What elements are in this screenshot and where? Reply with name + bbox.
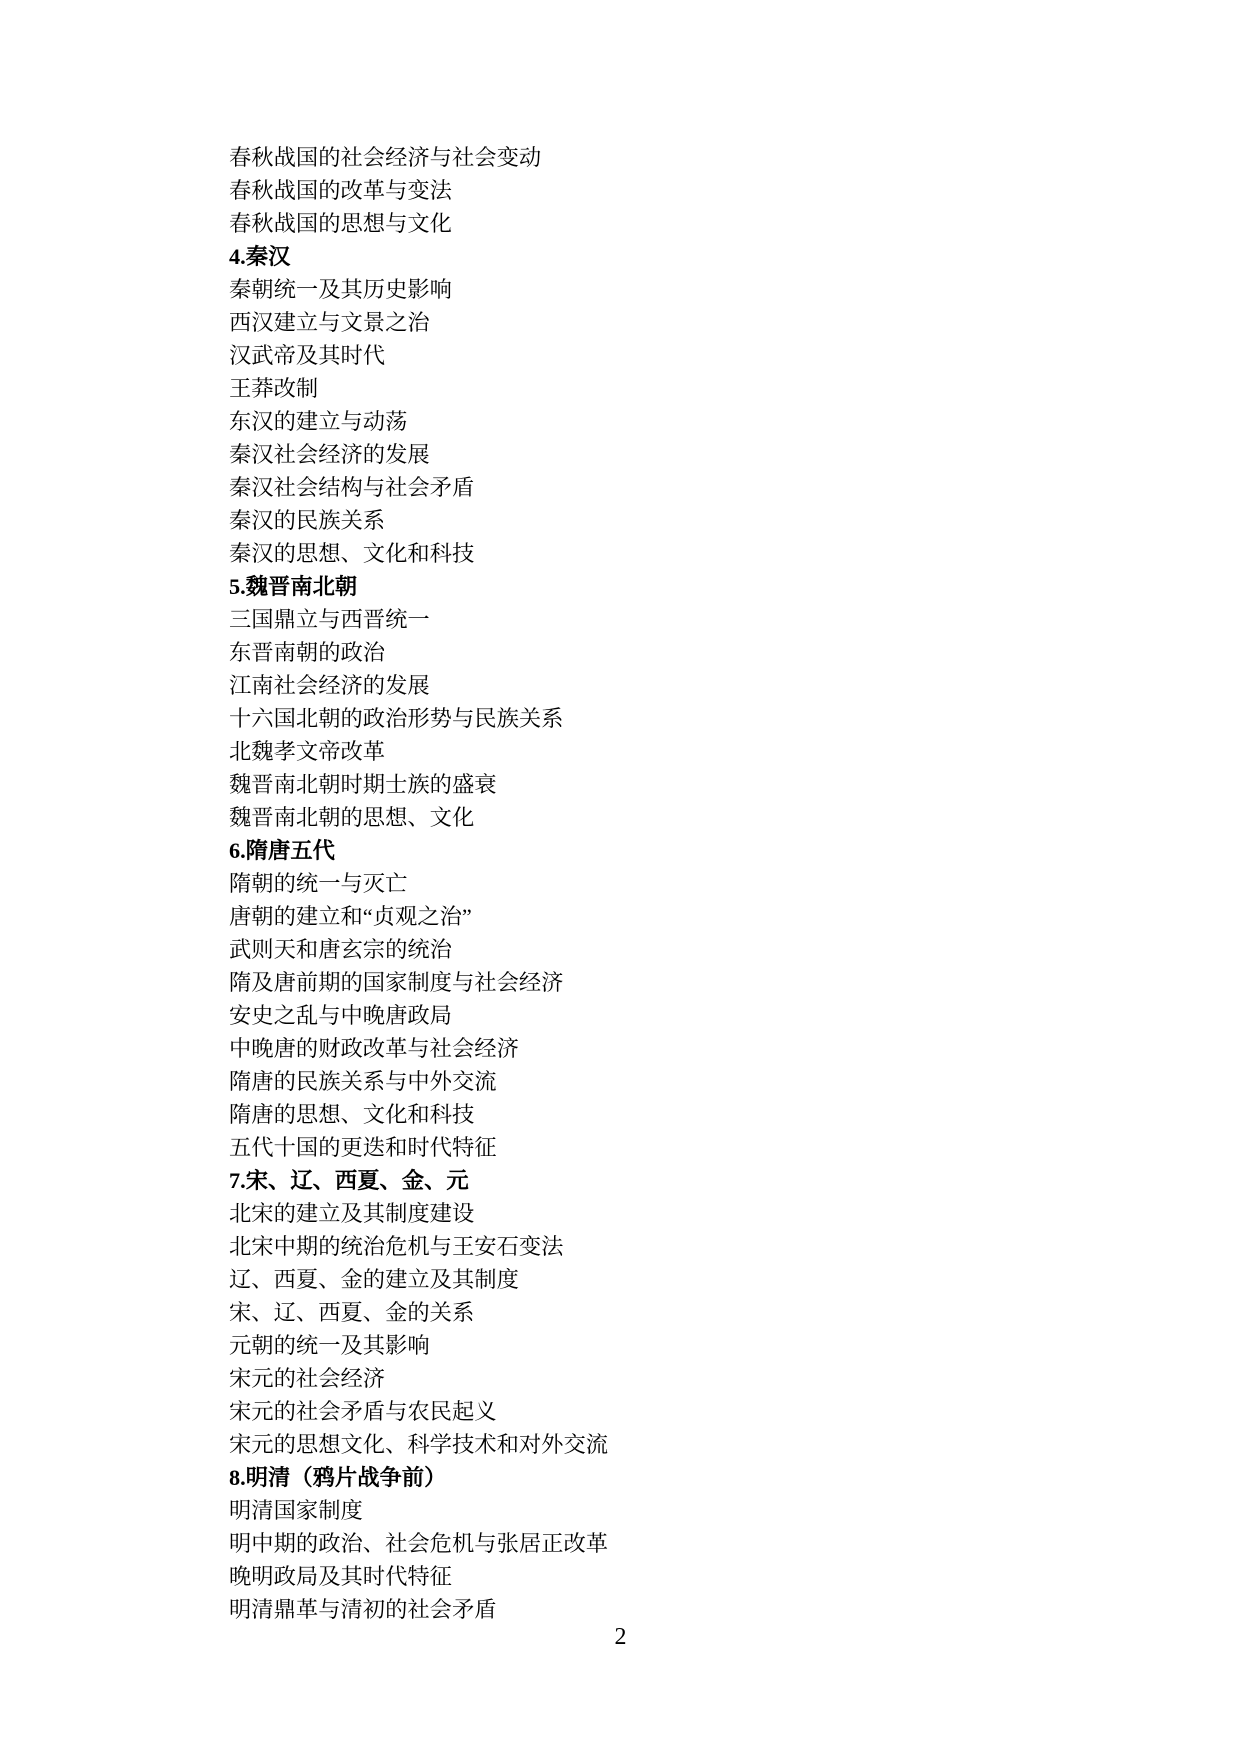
content-lines — [229, 141, 1149, 1626]
topic-line: 西汉建立与文景之治 — [229, 310, 430, 335]
topic-line: 隋及唐前期的国家制度与社会经济 — [229, 970, 564, 995]
page-number: 2 — [614, 1624, 627, 1650]
topic-line: 北魏孝文帝改革 — [229, 739, 386, 764]
section-heading: 5.魏晋南北朝 — [229, 574, 358, 599]
topic-line: 东汉的建立与动荡 — [229, 409, 408, 434]
topic-line: 秦汉社会经济的发展 — [229, 442, 430, 467]
topic-line: 明清鼎革与清初的社会矛盾 — [229, 1597, 497, 1622]
topic-line: 宋元的思想文化、科学技术和对外交流 — [229, 1432, 609, 1457]
topic-line: 汉武帝及其时代 — [229, 343, 386, 368]
topic-line: 中晚唐的财政改革与社会经济 — [229, 1036, 519, 1061]
section-heading: 6.隋唐五代 — [229, 838, 335, 863]
topic-line: 明清国家制度 — [229, 1498, 363, 1523]
topic-line: 秦汉的思想、文化和科技 — [229, 541, 475, 566]
topic-line: 江南社会经济的发展 — [229, 673, 430, 698]
topic-line: 春秋战国的改革与变法 — [229, 178, 452, 203]
topic-line: 唐朝的建立和“贞观之治” — [229, 904, 472, 929]
topic-line: 安史之乱与中晚唐政局 — [229, 1003, 452, 1028]
section-heading: 8.明清（鸦片战争前） — [229, 1465, 447, 1490]
section-heading: 7.宋、辽、西夏、金、元 — [229, 1168, 469, 1193]
topic-line: 武则天和唐玄宗的统治 — [229, 937, 452, 962]
topic-line: 隋朝的统一与灭亡 — [229, 871, 408, 896]
topic-line: 北宋的建立及其制度建设 — [229, 1201, 475, 1226]
topic-line: 十六国北朝的政治形势与民族关系 — [229, 706, 564, 731]
topic-line: 春秋战国的思想与文化 — [229, 211, 452, 236]
topic-line: 秦朝统一及其历史影响 — [229, 277, 452, 302]
topic-line: 东晋南朝的政治 — [229, 640, 386, 665]
topic-line: 五代十国的更迭和时代特征 — [229, 1135, 497, 1160]
topic-line: 三国鼎立与西晋统一 — [229, 607, 430, 632]
topic-line: 明中期的政治、社会危机与张居正改革 — [229, 1531, 609, 1556]
topic-line: 隋唐的民族关系与中外交流 — [229, 1069, 497, 1094]
topic-line: 晚明政局及其时代特征 — [229, 1564, 452, 1589]
topic-line: 宋、辽、西夏、金的关系 — [229, 1300, 475, 1325]
topic-line: 魏晋南北朝时期士族的盛衰 — [229, 772, 497, 797]
topic-line: 春秋战国的社会经济与社会变动 — [229, 145, 542, 170]
topic-line: 王莽改制 — [229, 376, 319, 401]
topic-line: 元朝的统一及其影响 — [229, 1333, 430, 1358]
section-heading: 4.秦汉 — [229, 244, 291, 269]
topic-line: 宋元的社会矛盾与农民起义 — [229, 1399, 497, 1424]
topic-line: 辽、西夏、金的建立及其制度 — [229, 1267, 519, 1292]
topic-line: 隋唐的思想、文化和科技 — [229, 1102, 475, 1127]
topic-line: 秦汉社会结构与社会矛盾 — [229, 475, 475, 500]
topic-line: 秦汉的民族关系 — [229, 508, 386, 533]
topic-line: 北宋中期的统治危机与王安石变法 — [229, 1234, 564, 1259]
topic-line: 宋元的社会经济 — [229, 1366, 386, 1391]
topic-line: 魏晋南北朝的思想、文化 — [229, 805, 475, 830]
